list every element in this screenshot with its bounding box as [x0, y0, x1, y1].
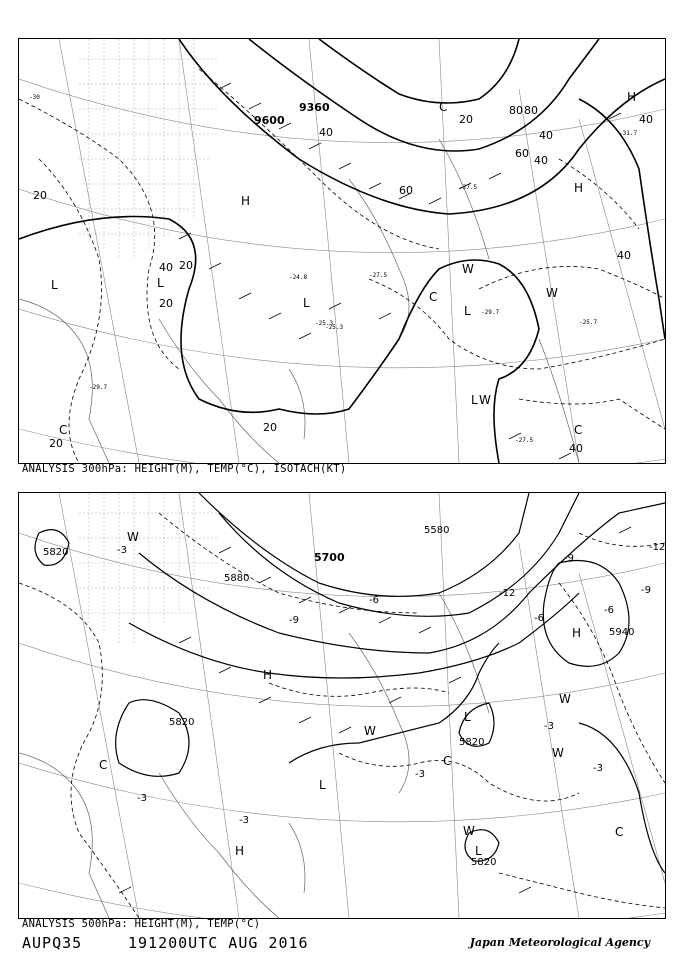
temp-label: -29.7 — [89, 384, 108, 391]
temp-label: -3 — [117, 545, 127, 556]
warm-center-marker: W — [364, 724, 376, 738]
height-label-5820: 5820 — [169, 717, 195, 728]
isotach-label: 60 — [399, 184, 413, 197]
map-300hpa-canvas — [19, 39, 665, 463]
temp-label: -31.7 — [619, 130, 638, 137]
temp-label: -27.5 — [459, 184, 478, 191]
isotherms — [19, 69, 665, 463]
temp-label: -3 — [137, 793, 147, 804]
caption-500hpa: ANALYSIS 500hPa: HEIGHT(M), TEMP(°C) — [22, 918, 261, 930]
low-center-marker: L — [475, 844, 482, 858]
temp-label: -9 — [641, 585, 651, 596]
temp-label: -3 — [239, 815, 249, 826]
height-contours — [19, 39, 665, 463]
temp-label: -6 — [534, 613, 544, 624]
isotach-label: 20 — [179, 259, 193, 272]
height-label-9360: 9360 — [299, 101, 330, 114]
low-center-marker: L — [51, 278, 58, 292]
agency-name: Japan Meteorological Agency — [469, 936, 650, 949]
latitude-lines — [19, 533, 665, 918]
warm-center-marker: W — [552, 746, 564, 760]
longitude-lines — [59, 493, 665, 918]
high-center-marker: H — [572, 626, 582, 640]
temp-label: -6 — [369, 595, 379, 606]
height-label-5880: 5880 — [224, 573, 250, 584]
temp-label: -29.7 — [481, 309, 500, 316]
cold-center-marker: C — [429, 290, 438, 304]
analysis-500hpa-map — [18, 492, 666, 919]
temp-label: -24.8 — [289, 274, 308, 281]
analysis-300hpa-map — [18, 38, 666, 464]
temp-label: -3 — [593, 763, 603, 774]
height-label-5580: 5580 — [424, 525, 450, 536]
isotherms — [19, 513, 665, 918]
isotach-label: 80 — [524, 104, 538, 117]
isotach-label: 40 — [569, 442, 583, 455]
isotach-label: 60 — [515, 147, 529, 160]
height-label-5700: 5700 — [314, 551, 345, 564]
wind-barbs — [119, 527, 631, 893]
temp-label: -12 — [499, 588, 516, 599]
high-center-marker: H — [574, 181, 584, 195]
warm-center-marker: W — [127, 530, 139, 544]
height-label-5820: 5820 — [43, 547, 69, 558]
height-contours — [35, 493, 665, 873]
height-label-5940: 5940 — [609, 627, 635, 638]
chart-id: AUPQ35 — [22, 934, 83, 952]
temp-label: -9 — [289, 615, 299, 626]
isotach-label: 40 — [639, 113, 653, 126]
isotach-label: 80 — [509, 104, 523, 117]
high-center-marker: H — [627, 90, 637, 104]
temp-label: -27.5 — [515, 437, 534, 444]
low-center-marker: L — [464, 304, 471, 318]
isotach-label: 20 — [159, 297, 173, 310]
height-label-5820: 5820 — [471, 857, 497, 868]
high-center-marker: H — [235, 844, 245, 858]
cold-center-marker: C — [59, 423, 68, 437]
temp-label: -12 — [649, 542, 665, 553]
high-center-marker: H — [263, 668, 273, 682]
height-label-9600: 9600 — [254, 114, 285, 127]
warm-center-marker: W — [463, 824, 475, 838]
cold-center-marker: C — [99, 758, 108, 772]
isotach-label: 40 — [534, 154, 548, 167]
temp-label: -9 — [564, 553, 574, 564]
coastlines — [19, 139, 579, 463]
isotach-label: 40 — [159, 261, 173, 274]
low-center-marker: L — [464, 710, 471, 724]
caption-300hpa: ANALYSIS 300hPa: HEIGHT(M), TEMP(°C), ISOTACH(KT) — [22, 463, 347, 475]
longitude-lines — [59, 39, 665, 463]
temp-label: -25.7 — [579, 319, 598, 326]
temp-label: -3 — [544, 721, 554, 732]
low-center-marker: L — [471, 393, 478, 407]
valid-time: 191200UTC AUG 2016 — [128, 934, 309, 952]
isotach-label: 20 — [33, 189, 47, 202]
low-center-marker: L — [157, 276, 164, 290]
warm-center-marker: W — [559, 692, 571, 706]
isotach-label: 40 — [617, 249, 631, 262]
hatch-region — [79, 493, 219, 643]
temp-label: -25.3 — [325, 324, 344, 331]
coastlines — [19, 593, 489, 918]
isotach-label: 20 — [263, 421, 277, 434]
temp-label: -27.5 — [369, 272, 388, 279]
cold-center-marker: C — [615, 825, 624, 839]
latitude-lines — [19, 79, 665, 463]
height-label-5820: 5820 — [459, 737, 485, 748]
warm-center-marker: W — [462, 262, 474, 276]
high-center-marker: H — [241, 194, 251, 208]
temp-label: -30 — [29, 94, 40, 101]
temp-label: -6 — [604, 605, 614, 616]
isotach-label: 40 — [319, 126, 333, 139]
temp-label: -3 — [415, 769, 425, 780]
isotach-label: 20 — [459, 113, 473, 126]
map-500hpa-canvas — [19, 493, 665, 918]
cold-center-marker: C — [443, 754, 452, 768]
cold-center-marker: C — [574, 423, 583, 437]
temp-label: -25.3 — [315, 320, 334, 327]
low-center-marker: L — [303, 296, 310, 310]
isotach-label: 40 — [539, 129, 553, 142]
cold-center-marker: C — [439, 100, 448, 114]
low-center-marker: L — [319, 778, 326, 792]
warm-center-marker: W — [546, 286, 558, 300]
warm-center-marker: W — [479, 393, 491, 407]
isotach-label: 20 — [49, 437, 63, 450]
